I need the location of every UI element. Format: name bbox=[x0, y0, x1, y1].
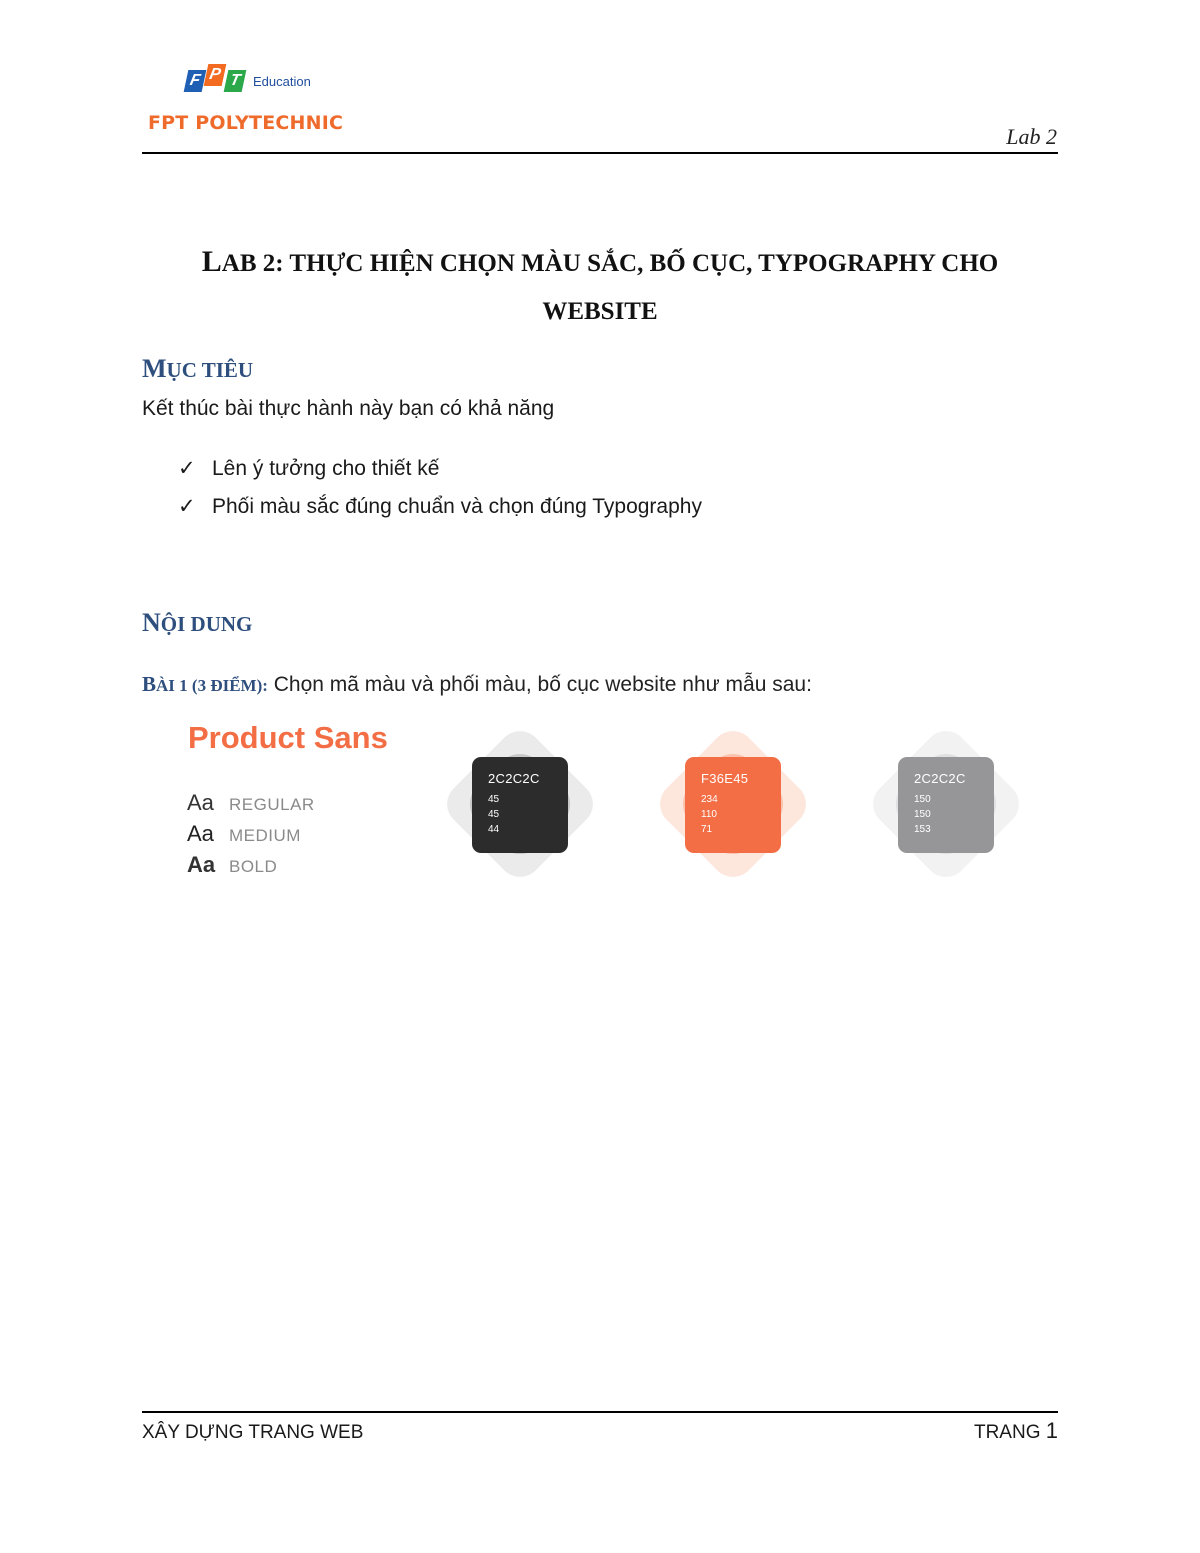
swatch-green: 110 bbox=[701, 809, 717, 820]
task-line bbox=[142, 672, 812, 697]
footer-page-label: TRANG bbox=[973, 1422, 1041, 1443]
swatch-red: 150 bbox=[914, 794, 931, 805]
color-swatch-dark bbox=[432, 716, 608, 892]
swatch-red: 234 bbox=[701, 794, 718, 805]
task-text: Chọn mã màu và phối màu, bố cục website như mẫu sau: bbox=[267, 673, 812, 696]
font-weight-row bbox=[187, 852, 277, 878]
swatch-blue: 153 bbox=[914, 824, 931, 835]
footer-course-title: XÂY DỰNG TRANG WEB bbox=[142, 1422, 364, 1443]
footer-rule bbox=[142, 1411, 1058, 1413]
title-line1: HỰC HIỆN CHỌN MÀU SẮC, BỐ CỤC, TYPOGRAPHY CHO bbox=[306, 250, 999, 277]
logo-letter-t: T bbox=[224, 70, 247, 92]
footer-page-value: 1 bbox=[1045, 1418, 1058, 1443]
objective-item bbox=[178, 456, 439, 481]
logo-letter-f: F bbox=[184, 70, 207, 92]
logo-letter-p: P bbox=[204, 64, 227, 86]
font-name: Product Sans bbox=[188, 720, 388, 755]
swatch-red: 45 bbox=[488, 794, 500, 805]
swatch-hex-code: 2C2C2C bbox=[914, 771, 966, 786]
swatch-blue: 71 bbox=[701, 824, 713, 835]
font-weight-name: BOLD bbox=[229, 857, 278, 876]
swatch-hex-code: F36E45 bbox=[701, 771, 749, 786]
footer-page-number bbox=[974, 1418, 1058, 1444]
font-sample: Aa bbox=[187, 821, 214, 846]
title-initial: L bbox=[201, 245, 222, 278]
objectives-heading-cap: M bbox=[142, 354, 167, 383]
swatch-card bbox=[685, 757, 781, 853]
checkmark-icon: ✓ bbox=[178, 494, 196, 518]
content-heading-rest: ỘI DUNG bbox=[160, 612, 253, 636]
page-title bbox=[142, 238, 1058, 336]
objectives-heading bbox=[142, 354, 253, 384]
task-label bbox=[142, 672, 268, 696]
objectives-heading-rest: ỤC TIÊU bbox=[166, 358, 254, 382]
task-label-rest: ÀI 1 (3 ĐIỂM): bbox=[156, 676, 268, 695]
color-swatch-gray bbox=[858, 716, 1034, 892]
header-lab-text: Lab 2 bbox=[1006, 124, 1057, 149]
checkmark-icon: ✓ bbox=[178, 456, 196, 480]
content-heading bbox=[142, 608, 252, 638]
color-swatch-orange bbox=[645, 716, 821, 892]
font-weight-row bbox=[187, 821, 301, 847]
swatch-card bbox=[472, 757, 568, 853]
font-weight-row bbox=[187, 790, 315, 816]
objective-text: Lên ý tưởng cho thiết kế bbox=[212, 457, 440, 480]
font-sample: Aa bbox=[187, 790, 214, 815]
title-line2: WEBSITE bbox=[542, 298, 658, 325]
header-lab-tag bbox=[1006, 124, 1057, 150]
brand-name: FPT POLYTECHNIC bbox=[148, 112, 344, 134]
swatch-blue: 44 bbox=[488, 824, 500, 835]
title-lab: AB 2: T bbox=[221, 250, 307, 277]
objective-text: Phối màu sắc đúng chuẩn và chọn đúng Typography bbox=[212, 495, 702, 518]
font-weight-name: REGULAR bbox=[229, 795, 315, 814]
fpt-logo-mark bbox=[186, 64, 246, 98]
font-weight-name: MEDIUM bbox=[229, 826, 301, 845]
header-rule bbox=[142, 152, 1058, 154]
content-heading-cap: N bbox=[142, 608, 161, 637]
swatch-green: 45 bbox=[488, 809, 500, 820]
swatch-card bbox=[898, 757, 994, 853]
logo-subtitle: Education bbox=[253, 74, 311, 89]
objective-item bbox=[178, 494, 702, 519]
swatch-hex-code: 2C2C2C bbox=[488, 771, 540, 786]
task-label-cap: B bbox=[142, 672, 157, 696]
font-sample: Aa bbox=[187, 852, 216, 877]
objectives-intro: Kết thúc bài thực hành này bạn có khả năng bbox=[142, 397, 555, 420]
swatch-green: 150 bbox=[914, 809, 931, 820]
